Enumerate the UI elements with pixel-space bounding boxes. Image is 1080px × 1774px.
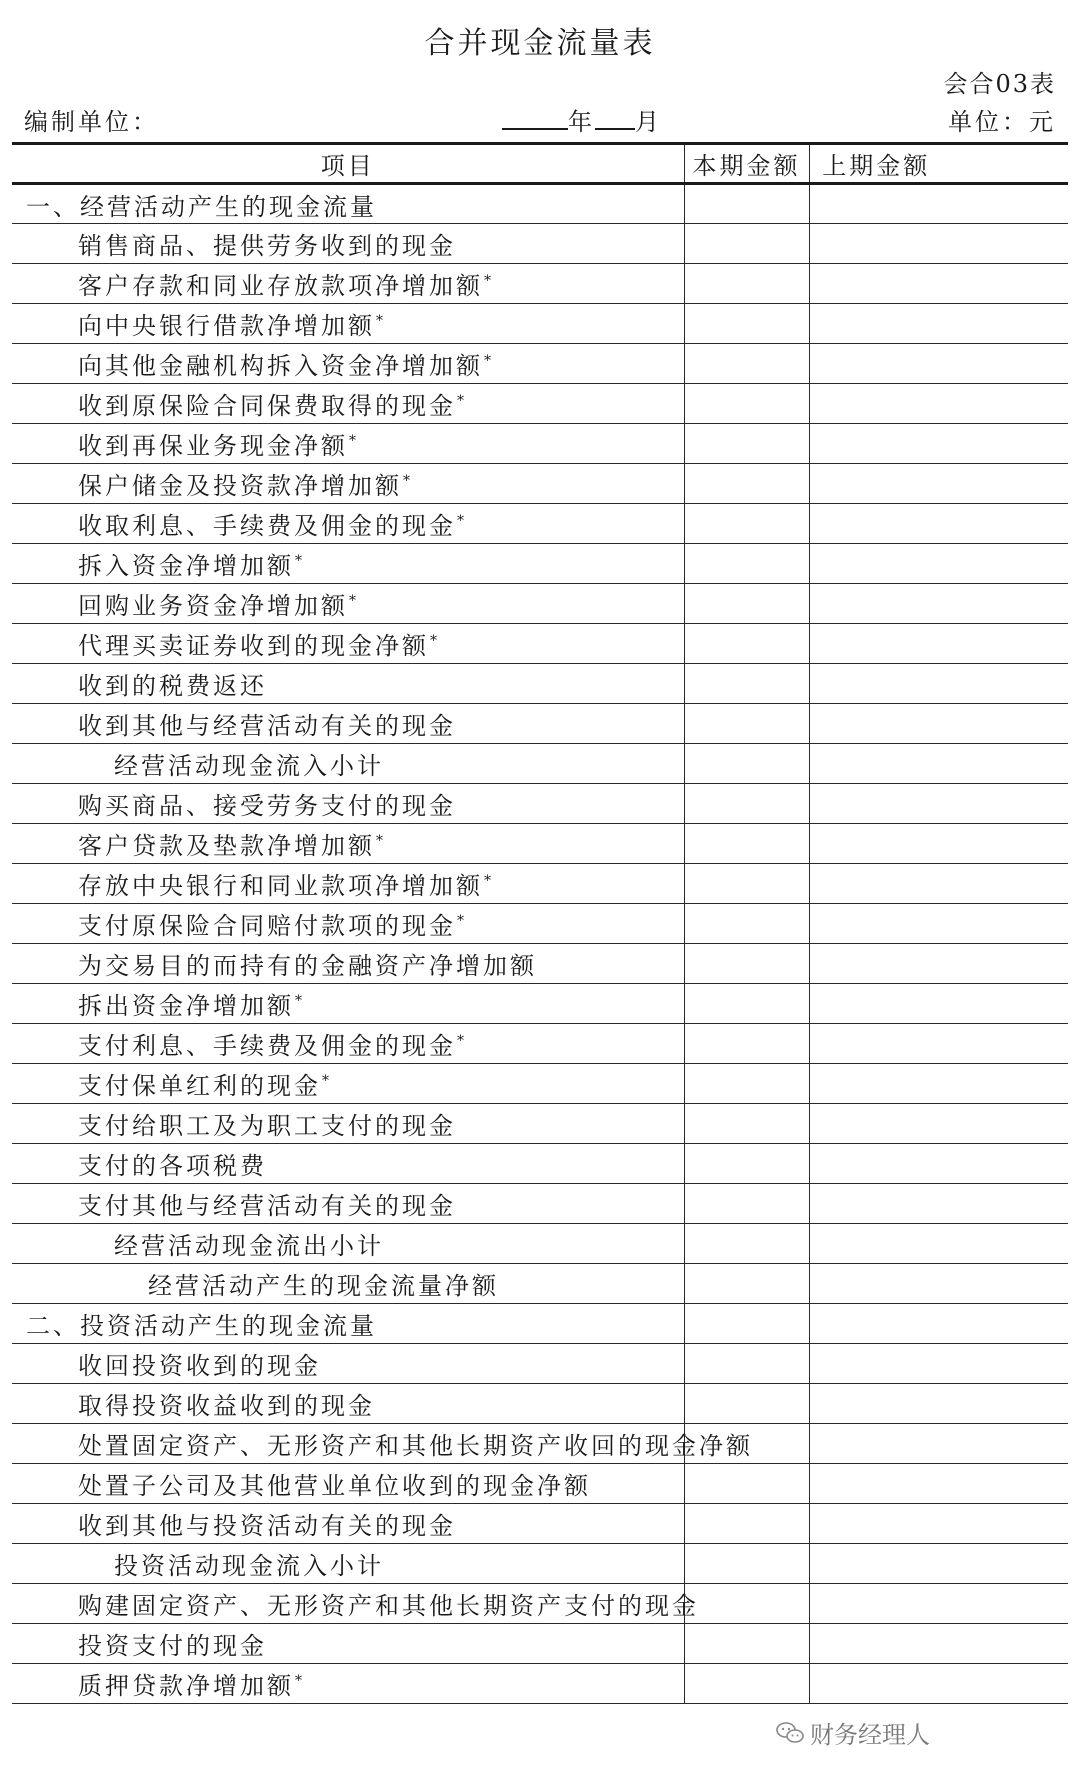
table-header-row (12, 144, 1068, 184)
previous-amount-cell[interactable] (809, 1544, 943, 1584)
table-row (12, 904, 1068, 944)
table-row (12, 1344, 1068, 1384)
blank-cell (943, 1664, 1068, 1704)
table-row (12, 704, 1068, 744)
row-item-text: 收到原保险合同保费取得的现金 (78, 392, 456, 420)
row-item-text: 回购业务资金净增加额 (78, 592, 348, 620)
asterisk-mark: * (295, 1673, 305, 1689)
row-item-label (12, 344, 684, 384)
row-item-text: 支付保单红利的现金 (78, 1072, 321, 1100)
current-amount-cell[interactable] (684, 1224, 809, 1264)
table-row (12, 624, 1068, 664)
previous-amount-cell[interactable] (809, 1224, 943, 1264)
row-item-label (12, 224, 684, 264)
blank-cell (943, 1264, 1068, 1304)
row-item-label (12, 744, 684, 784)
row-item-label (12, 1304, 684, 1344)
table-row (12, 1504, 1068, 1544)
blank-cell (943, 224, 1068, 264)
table-row (12, 224, 1068, 264)
table-row (12, 864, 1068, 904)
row-item-label (12, 1264, 684, 1304)
table-row (12, 304, 1068, 344)
table-row (12, 744, 1068, 784)
previous-amount-cell[interactable] (809, 1504, 943, 1544)
table-row (12, 1144, 1068, 1184)
current-amount-cell[interactable] (684, 1344, 809, 1384)
row-item-text: 质押贷款净增加额 (78, 1672, 294, 1700)
blank-cell (943, 1304, 1068, 1344)
row-item-text: 收到其他与经营活动有关的现金 (78, 712, 456, 740)
table-row (12, 504, 1068, 544)
table-row (12, 1384, 1068, 1424)
previous-amount-cell[interactable] (809, 1304, 943, 1344)
previous-amount-cell[interactable] (809, 904, 943, 944)
column-header-blank (943, 144, 1068, 184)
row-item-text: 收回投资收到的现金 (78, 1352, 321, 1380)
current-amount-cell[interactable] (684, 384, 809, 424)
blank-cell (943, 1544, 1068, 1584)
asterisk-mark: * (403, 473, 413, 489)
row-item-text: 拆入资金净增加额 (78, 552, 294, 580)
blank-cell (943, 1424, 1068, 1464)
previous-amount-cell[interactable] (809, 464, 943, 504)
row-item-label (12, 1464, 684, 1504)
row-item-text: 经营活动现金流出小计 (114, 1232, 384, 1260)
current-amount-cell[interactable] (684, 1624, 809, 1664)
row-item-text: 购买商品、接受劳务支付的现金 (78, 792, 456, 820)
previous-amount-cell[interactable] (809, 624, 943, 664)
previous-amount-cell[interactable] (809, 1184, 943, 1224)
table-row (12, 1264, 1068, 1304)
row-item-text: 取得投资收益收到的现金 (78, 1392, 375, 1420)
blank-cell (943, 1024, 1068, 1064)
previous-amount-cell[interactable] (809, 824, 943, 864)
watermark (776, 1715, 930, 1750)
column-header-previous: 上期金额 (809, 144, 943, 184)
blank-cell (943, 1224, 1068, 1264)
meta-row (24, 102, 1056, 136)
current-amount-cell[interactable] (684, 864, 809, 904)
cash-flow-table (12, 142, 1068, 1704)
period-field (502, 102, 662, 137)
row-item-label (12, 1544, 684, 1584)
table-row (12, 1184, 1068, 1224)
asterisk-mark: * (430, 633, 440, 649)
current-amount-cell[interactable] (684, 1304, 809, 1344)
current-amount-cell[interactable] (684, 1144, 809, 1184)
row-item-label (12, 784, 684, 824)
asterisk-mark: * (295, 553, 305, 569)
previous-amount-cell[interactable] (809, 704, 943, 744)
row-item-text: 客户贷款及垫款净增加额 (78, 832, 375, 860)
previous-amount-cell[interactable] (809, 744, 943, 784)
blank-cell (943, 1344, 1068, 1384)
row-item-label (12, 864, 684, 904)
row-item-text: 支付给职工及为职工支付的现金 (78, 1112, 456, 1140)
previous-amount-cell[interactable] (809, 664, 943, 704)
previous-amount-cell[interactable] (809, 1464, 943, 1504)
row-item-label (12, 424, 684, 464)
month-label: 月 (635, 108, 662, 136)
table-row (12, 344, 1068, 384)
blank-cell (943, 1464, 1068, 1504)
asterisk-mark: * (295, 993, 305, 1009)
preparer-label: 编制单位： (24, 108, 159, 136)
current-amount-cell[interactable] (684, 1664, 809, 1704)
row-item-text: 经营活动产生的现金流量净额 (148, 1272, 499, 1300)
current-amount-cell[interactable] (684, 1504, 809, 1544)
table-row (12, 424, 1068, 464)
table-row (12, 384, 1068, 424)
table-row (12, 824, 1068, 864)
table-row (12, 1104, 1068, 1144)
previous-amount-cell[interactable] (809, 1384, 943, 1424)
table-row (12, 1544, 1068, 1584)
current-amount-cell[interactable] (684, 224, 809, 264)
table-row (12, 1624, 1068, 1664)
row-item-label (12, 1064, 684, 1104)
blank-cell (943, 464, 1068, 504)
previous-amount-cell[interactable] (809, 504, 943, 544)
blank-cell (943, 344, 1068, 384)
previous-amount-cell[interactable] (809, 1344, 943, 1384)
table-row (12, 184, 1068, 224)
previous-amount-cell[interactable] (809, 1064, 943, 1104)
current-amount-cell[interactable] (684, 1464, 809, 1504)
current-amount-cell[interactable] (684, 1544, 809, 1584)
row-item-label (12, 1224, 684, 1264)
current-amount-cell[interactable] (684, 664, 809, 704)
current-amount-cell[interactable] (684, 1384, 809, 1424)
asterisk-mark: * (484, 873, 494, 889)
row-item-label (12, 264, 684, 304)
table-row (12, 664, 1068, 704)
blank-cell (943, 1184, 1068, 1224)
current-amount-cell[interactable] (684, 344, 809, 384)
asterisk-mark: * (457, 513, 467, 529)
current-amount-cell[interactable] (684, 1024, 809, 1064)
blank-cell (943, 744, 1068, 784)
blank-cell (943, 184, 1068, 224)
table-row (12, 264, 1068, 304)
row-item-label (12, 1504, 684, 1544)
current-amount-cell[interactable] (684, 984, 809, 1024)
blank-cell (943, 624, 1068, 664)
current-amount-cell[interactable] (684, 304, 809, 344)
blank-cell (943, 944, 1068, 984)
row-item-text: 支付利息、手续费及佣金的现金 (78, 1032, 456, 1060)
previous-amount-cell[interactable] (809, 1264, 943, 1304)
previous-amount-cell[interactable] (809, 344, 943, 384)
row-item-text: 向中央银行借款净增加额 (78, 312, 375, 340)
current-amount-cell[interactable] (684, 464, 809, 504)
previous-amount-cell[interactable] (809, 944, 943, 984)
column-header-item: 项目 (12, 144, 684, 184)
row-item-text: 经营活动现金流入小计 (114, 752, 384, 780)
table-body (12, 184, 1068, 1704)
blank-cell (943, 544, 1068, 584)
blank-cell (943, 1504, 1068, 1544)
current-amount-cell[interactable] (684, 264, 809, 304)
current-amount-cell[interactable] (684, 504, 809, 544)
row-item-label (12, 384, 684, 424)
row-item-label (12, 1024, 684, 1064)
row-item-label (12, 1424, 753, 1464)
year-label: 年 (568, 108, 595, 136)
previous-amount-cell[interactable] (809, 544, 943, 584)
table-row (12, 1064, 1068, 1104)
row-item-text: 拆出资金净增加额 (78, 992, 294, 1020)
blank-cell (943, 1624, 1068, 1664)
previous-amount-cell[interactable] (809, 1024, 943, 1064)
table-row (12, 944, 1068, 984)
table-row (12, 544, 1068, 584)
table-row (12, 1224, 1068, 1264)
asterisk-mark: * (457, 1033, 467, 1049)
blank-cell (943, 384, 1068, 424)
previous-amount-cell[interactable] (809, 264, 943, 304)
row-item-text: 为交易目的而持有的金融资产净增加额 (78, 952, 537, 980)
table-row (12, 1304, 1068, 1344)
current-amount-cell[interactable] (684, 624, 809, 664)
current-amount-cell[interactable] (684, 1584, 809, 1624)
current-amount-cell[interactable] (684, 584, 809, 624)
row-item-label (12, 664, 684, 704)
row-item-label (12, 304, 684, 344)
current-amount-cell[interactable] (684, 744, 809, 784)
blank-cell (943, 264, 1068, 304)
asterisk-mark: * (349, 433, 359, 449)
table-row (12, 1664, 1068, 1704)
current-amount-cell[interactable] (684, 704, 809, 744)
current-amount-cell[interactable] (684, 544, 809, 584)
previous-amount-cell[interactable] (809, 1624, 943, 1664)
table-row (12, 1024, 1068, 1064)
table-row (12, 584, 1068, 624)
previous-amount-cell[interactable] (809, 384, 943, 424)
previous-amount-cell[interactable] (809, 424, 943, 464)
blank-cell (943, 784, 1068, 824)
row-item-label (12, 824, 684, 864)
blank-cell (943, 704, 1068, 744)
row-item-label (12, 1624, 684, 1664)
table-row (12, 984, 1068, 1024)
blank-cell (943, 1104, 1068, 1144)
asterisk-mark: * (484, 353, 494, 369)
row-item-text: 购建固定资产、无形资产和其他长期资产支付的现金 (78, 1592, 699, 1620)
previous-amount-cell[interactable] (809, 1104, 943, 1144)
blank-cell (943, 584, 1068, 624)
row-item-text: 存放中央银行和同业款项净增加额 (78, 872, 483, 900)
row-item-label (12, 1104, 684, 1144)
current-amount-cell[interactable] (684, 904, 809, 944)
row-item-text: 销售商品、提供劳务收到的现金 (78, 232, 456, 260)
page-title: 合并现金流量表 (424, 26, 656, 61)
blank-cell (943, 504, 1068, 544)
current-amount-cell[interactable] (684, 824, 809, 864)
previous-amount-cell[interactable] (809, 984, 943, 1024)
row-item-text: 收取利息、手续费及佣金的现金 (78, 512, 456, 540)
row-item-label (12, 1584, 699, 1624)
blank-cell (943, 984, 1068, 1024)
row-item-label (12, 464, 684, 504)
previous-amount-cell[interactable] (809, 224, 943, 264)
current-amount-cell[interactable] (684, 1264, 809, 1304)
previous-amount-cell[interactable] (809, 304, 943, 344)
blank-cell (943, 304, 1068, 344)
asterisk-mark: * (322, 1073, 332, 1089)
previous-amount-cell[interactable] (809, 1664, 943, 1704)
wechat-icon (776, 1721, 804, 1745)
previous-amount-cell[interactable] (809, 864, 943, 904)
row-item-text: 处置子公司及其他营业单位收到的现金净额 (78, 1472, 591, 1500)
asterisk-mark: * (376, 833, 386, 849)
row-item-text: 向其他金融机构拆入资金净增加额 (78, 352, 483, 380)
row-item-label (12, 984, 684, 1024)
row-item-label (12, 624, 684, 664)
previous-amount-cell[interactable] (809, 1584, 943, 1624)
current-amount-cell[interactable] (684, 1104, 809, 1144)
row-item-label (12, 584, 684, 624)
current-amount-cell[interactable] (684, 944, 809, 984)
row-item-label (12, 544, 684, 584)
row-item-label (12, 1184, 684, 1224)
row-item-label (12, 704, 684, 744)
table-row (12, 1464, 1068, 1504)
previous-amount-cell[interactable] (809, 1424, 943, 1464)
asterisk-mark: * (457, 913, 467, 929)
blank-cell (943, 1584, 1068, 1624)
unit-label: 单位：元 (948, 108, 1056, 136)
watermark-text: 财务经理人 (810, 1721, 930, 1749)
blank-cell (943, 864, 1068, 904)
table-row (12, 464, 1068, 504)
row-item-label (12, 904, 684, 944)
row-item-text: 收到的税费返还 (78, 672, 267, 700)
previous-amount-cell[interactable] (809, 184, 943, 224)
month-blank (595, 104, 635, 130)
row-item-text: 支付其他与经营活动有关的现金 (78, 1192, 456, 1220)
blank-cell (943, 1064, 1068, 1104)
current-amount-cell[interactable] (684, 1184, 809, 1224)
row-item-label (12, 504, 684, 544)
table-row (12, 1424, 1068, 1464)
blank-cell (943, 904, 1068, 944)
row-item-text: 收到其他与投资活动有关的现金 (78, 1512, 456, 1540)
row-item-text: 投资支付的现金 (78, 1632, 267, 1660)
blank-cell (943, 664, 1068, 704)
row-item-text: 处置固定资产、无形资产和其他长期资产收回的现金净额 (78, 1432, 753, 1460)
blank-cell (943, 1384, 1068, 1424)
blank-cell (943, 424, 1068, 464)
row-item-label (12, 1344, 684, 1384)
year-blank (502, 104, 568, 130)
row-item-text: 投资活动现金流入小计 (114, 1552, 384, 1580)
current-amount-cell[interactable] (684, 184, 809, 224)
asterisk-mark: * (349, 593, 359, 609)
blank-cell (943, 824, 1068, 864)
table-row (12, 784, 1068, 824)
previous-amount-cell[interactable] (809, 1144, 943, 1184)
current-amount-cell[interactable] (684, 784, 809, 824)
previous-amount-cell[interactable] (809, 584, 943, 624)
row-item-label (12, 1384, 684, 1424)
row-item-label (12, 944, 684, 984)
row-item-text: 客户存款和同业存放款项净增加额 (78, 272, 483, 300)
row-item-label (12, 1144, 684, 1184)
asterisk-mark: * (484, 273, 494, 289)
asterisk-mark: * (376, 313, 386, 329)
row-item-text: 代理买卖证券收到的现金净额 (78, 632, 429, 660)
asterisk-mark: * (457, 393, 467, 409)
row-item-label (12, 184, 684, 224)
previous-amount-cell[interactable] (809, 784, 943, 824)
column-header-current: 本期金额 (684, 144, 809, 184)
row-item-text: 支付原保险合同赔付款项的现金 (78, 912, 456, 940)
blank-cell (943, 1144, 1068, 1184)
row-item-text: 一、经营活动产生的现金流量 (26, 192, 377, 221)
row-item-text: 收到再保业务现金净额 (78, 432, 348, 460)
row-item-text: 支付的各项税费 (78, 1152, 267, 1180)
row-item-text: 二、投资活动产生的现金流量 (26, 1312, 377, 1340)
current-amount-cell[interactable] (684, 424, 809, 464)
row-item-text: 保户储金及投资款净增加额 (78, 472, 402, 500)
current-amount-cell[interactable] (684, 1064, 809, 1104)
form-code: 会合03表 (943, 70, 1056, 98)
row-item-label (12, 1664, 684, 1704)
table-row (12, 1584, 1068, 1624)
